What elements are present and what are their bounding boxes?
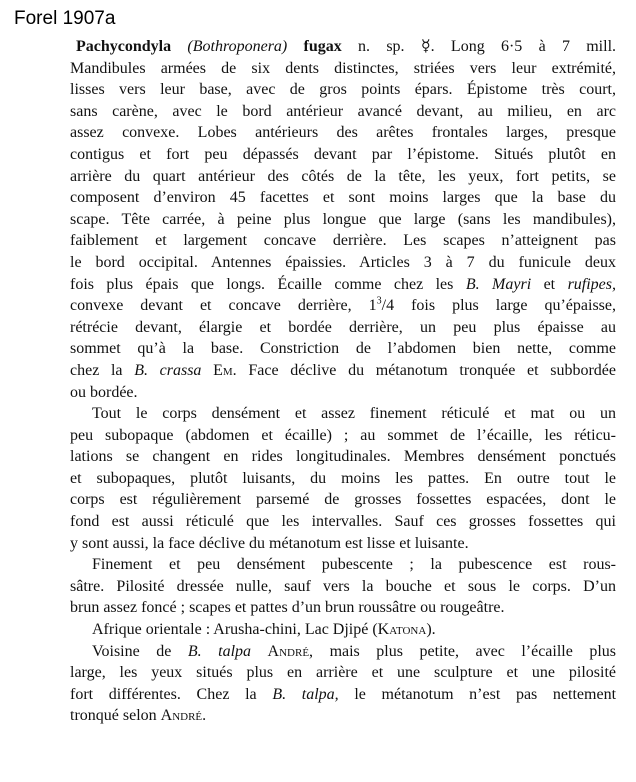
text-span: tronqué selon: [70, 707, 157, 725]
text-line: [70, 274, 616, 296]
text-line: Finement et peu densément pubescente ; la pubescence est rous-: [92, 556, 616, 574]
text-line: sommet qu’à la base. Constriction de l’abdomen bien nette, comme: [70, 340, 616, 358]
text-span: mais plus petite, avec l’écaille plus: [329, 642, 617, 660]
text-span: /4 fois plus large qu’épaisse,: [381, 297, 616, 315]
text-span: Voisine de: [92, 642, 172, 660]
text-line: et subopaques, plutôt luisants, du moins les pattes. En outre tout le: [70, 469, 616, 487]
author-name: André,: [267, 642, 314, 660]
species-ref: rufipes,: [567, 275, 617, 293]
text-line: scape. Tête carrée, à peine plus longue que large (sans les mandibules),: [70, 210, 616, 228]
text-span: fort différentes. Chez la: [70, 685, 257, 703]
text-line: sans carène, avec le bord antérieur avancé devant, au milieu, en arc: [70, 102, 616, 120]
text-span: fois plus épais que longs. Écaille comme chez les: [70, 275, 454, 293]
source-label: Forel 1907a: [14, 8, 116, 29]
text-line: le bord occipital. Antennes épaissies. Articles 3 à 7 du funicule deux: [70, 253, 616, 271]
locality-line: [70, 619, 616, 641]
text-line: faiblement et largement concave derrière. Les scapes n’atteignent pas: [70, 232, 616, 250]
species-name: fugax: [303, 38, 342, 55]
text-line: [76, 36, 616, 58]
description-text: [70, 36, 617, 727]
text-line: ou bordée.: [70, 383, 138, 401]
collector-name: Katona: [377, 621, 427, 639]
text-span: le métanotum n’est pas nettement: [354, 685, 617, 703]
text-line: [70, 684, 616, 706]
text-line: large, les yeux situés plus en arrière et une sculpture et une pilosité: [70, 664, 616, 682]
text-line: lations se changent en rides longitudinales. Membres densément ponctués: [70, 448, 616, 466]
text-span: convexe devant et concave derrière, 1: [70, 297, 377, 315]
text-line: fond est aussi réticulé que les intervalles. Sauf ces grosses fossettes qui: [70, 513, 616, 531]
text-span: ).: [426, 621, 436, 639]
text-line: [70, 360, 616, 382]
species-ref: B. talpa: [187, 642, 252, 660]
species-ref: B. talpa,: [272, 685, 339, 703]
fraction-numerator: 3: [376, 295, 382, 307]
genus-name: Pachycondyla: [76, 38, 172, 55]
species-ref: B. crassa: [134, 361, 202, 379]
text-line: assez convexe. Lobes antérieurs des arêtes frontales larges, presque: [70, 124, 616, 142]
text-line: composent d’environ 45 facettes et sont moins larges que la base du: [70, 189, 616, 207]
text-line: lisses vers leur base, avec de gros points épars. Épistome très court,: [70, 81, 616, 99]
text-line: Tout le corps densément et assez finement réticulé et mat ou un: [92, 405, 616, 423]
text-line: arrière du quart antérieur des côtés de la tête, les yeux, fort petits, se: [70, 167, 616, 185]
text-line: contigus et fort peu dépassés devant par l’épistome. Situés plutôt en: [70, 145, 616, 163]
text-line: brun assez foncé ; scapes et pattes d’un brun roussâtre ou rougeâtre.: [70, 599, 505, 617]
text-span: et: [543, 275, 556, 293]
text-span: Face déclive du métanotum tronquée et subbordée: [248, 361, 617, 379]
text-line: peu subopaque (abdomen et écaille) ; au sommet de l’écaille, les réticu-: [70, 426, 616, 444]
text-line: [70, 295, 616, 317]
text-span: Afrique orientale : Arusha-chini, Lac Djipé (: [92, 621, 378, 639]
author-name: Em.: [213, 361, 237, 379]
species-ref: B. Mayri: [465, 275, 532, 293]
author-name: André.: [160, 707, 207, 725]
species-status: n. sp. ☿. Long 6·5 à 7 mill.: [358, 38, 617, 55]
text-span: chez la: [70, 361, 123, 379]
text-line: sâtre. Pilosité dressée nulle, sauf vers la bouche et sous le corps. D’un: [70, 577, 616, 595]
text-line: corps est régulièrement parsemé de grosses fossettes espacées, dont le: [70, 491, 616, 509]
text-line: Mandibules armées de six dents distinctes, striées vers leur extrémité,: [70, 59, 616, 77]
subgenus-name: (Bothroponera): [187, 38, 288, 55]
text-line: [70, 641, 616, 663]
text-line: [70, 705, 616, 727]
text-line: y sont aussi, la face déclive du métanotum est lisse et luisante.: [70, 534, 469, 552]
text-line: rétrécie devant, élargie et bordée derrière, un peu plus épaisse au: [70, 318, 616, 336]
